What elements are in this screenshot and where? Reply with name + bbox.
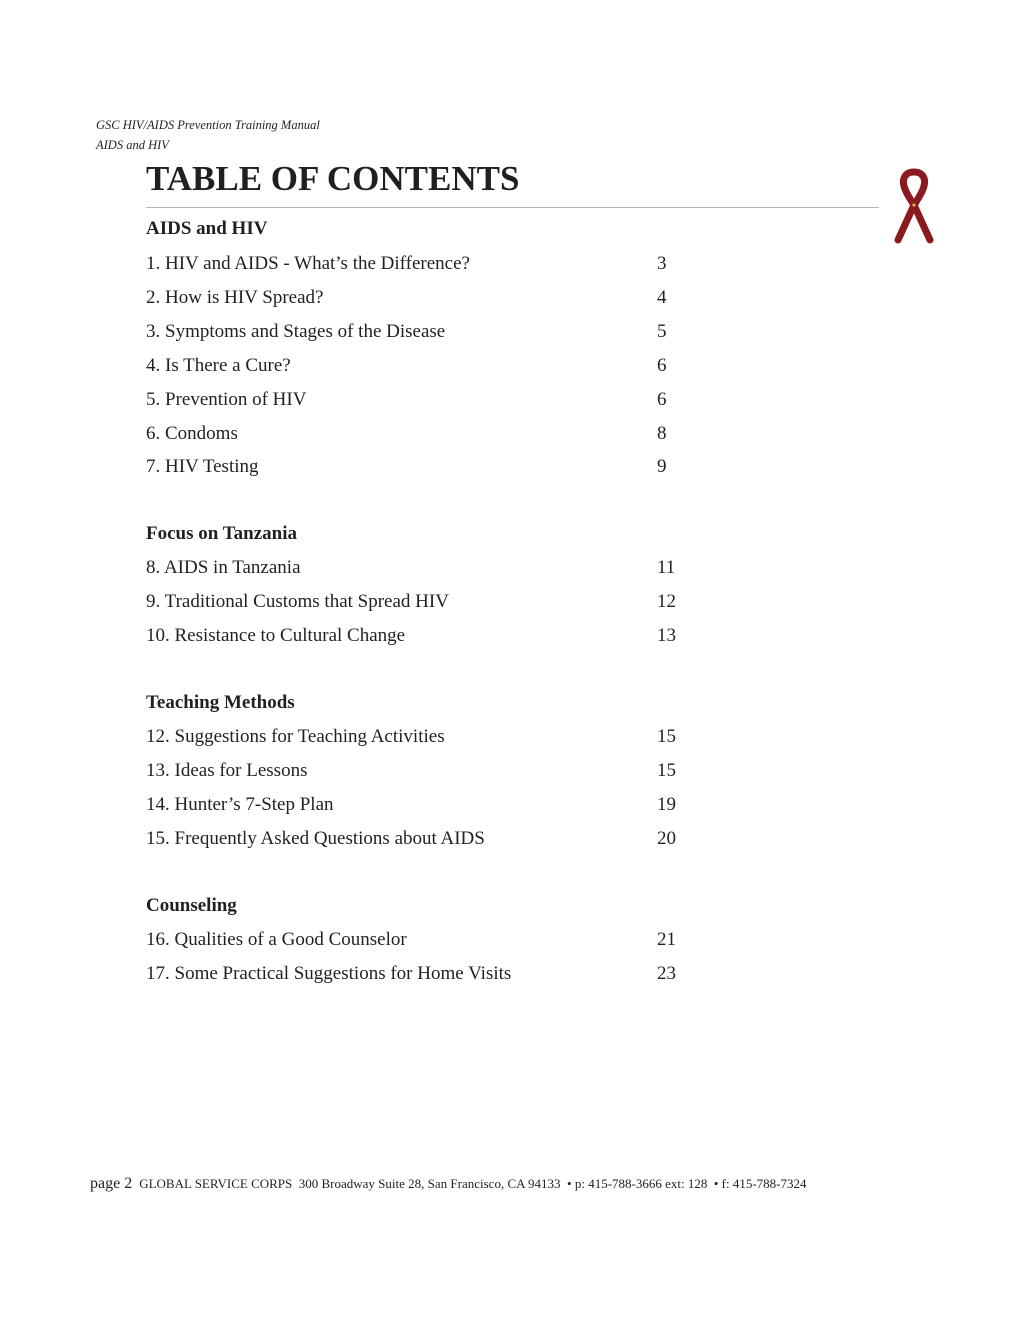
- toc-page-number: 5: [657, 321, 667, 342]
- running-head-manual-title: GSC HIV/AIDS Prevention Training Manual: [96, 118, 320, 132]
- footer-page-number: page 2: [90, 1175, 133, 1192]
- toc-entry[interactable]: 4. Is There a Cure?: [146, 355, 291, 376]
- running-head-chapter: AIDS and HIV: [96, 138, 169, 152]
- toc-entry[interactable]: 14. Hunter’s 7-Step Plan: [146, 794, 334, 815]
- toc-entry[interactable]: 9. Traditional Customs that Spread HIV: [146, 591, 449, 612]
- toc-page-number: 20: [657, 828, 676, 849]
- toc-entry[interactable]: 6. Condoms: [146, 423, 238, 444]
- toc-entry[interactable]: 8. AIDS in Tanzania: [146, 557, 301, 578]
- page-title: TABLE OF CONTENTS: [146, 159, 520, 198]
- toc-entry[interactable]: 2. How is HIV Spread?: [146, 287, 324, 308]
- toc-page-number: 11: [657, 557, 676, 578]
- toc-page-number: 9: [657, 456, 667, 477]
- toc-entry[interactable]: 12. Suggestions for Teaching Activities: [146, 726, 445, 747]
- toc-section-heading: Counseling: [146, 895, 237, 916]
- toc-page-number: 23: [657, 963, 676, 984]
- toc-entry[interactable]: 16. Qualities of a Good Counselor: [146, 929, 407, 950]
- toc-entry[interactable]: 7. HIV Testing: [146, 456, 259, 477]
- toc-page-number: 3: [657, 253, 667, 274]
- toc-page-number: 6: [657, 389, 667, 410]
- toc-entry[interactable]: 5. Prevention of HIV: [146, 389, 307, 410]
- toc-section-heading: Teaching Methods: [146, 692, 295, 713]
- toc-entry[interactable]: 17. Some Practical Suggestions for Home Visits: [146, 963, 512, 984]
- toc-page-number: 13: [657, 625, 676, 646]
- toc-page-number: 15: [657, 760, 676, 781]
- title-divider: [146, 207, 879, 208]
- toc-section-heading: AIDS and HIV: [146, 218, 268, 239]
- toc-page-number: 6: [657, 355, 667, 376]
- toc-page-number: 8: [657, 423, 667, 444]
- toc-entry[interactable]: 1. HIV and AIDS - What’s the Difference?: [146, 253, 470, 274]
- toc-page-number: 21: [657, 929, 676, 950]
- red-ribbon-icon: [890, 166, 938, 246]
- toc-entry[interactable]: 10. Resistance to Cultural Change: [146, 625, 406, 646]
- toc-page-number: 12: [657, 591, 676, 612]
- toc-section-heading: Focus on Tanzania: [146, 523, 297, 544]
- page-footer: [90, 1176, 807, 1192]
- toc-entry[interactable]: 3. Symptoms and Stages of the Disease: [146, 321, 446, 342]
- toc-page-number: 15: [657, 726, 676, 747]
- footer-address: GLOBAL SERVICE CORPS 300 Broadway Suite 28, San Francisco, CA 94133 • p: 415-788-3666 ext: 128 • f: 415-788-7324: [139, 1176, 807, 1191]
- toc-entry[interactable]: 13. Ideas for Lessons: [146, 760, 308, 781]
- toc-page-number: 4: [657, 287, 667, 308]
- toc-entry[interactable]: 15. Frequently Asked Questions about AIDS: [146, 828, 485, 849]
- toc-page-number: 19: [657, 794, 676, 815]
